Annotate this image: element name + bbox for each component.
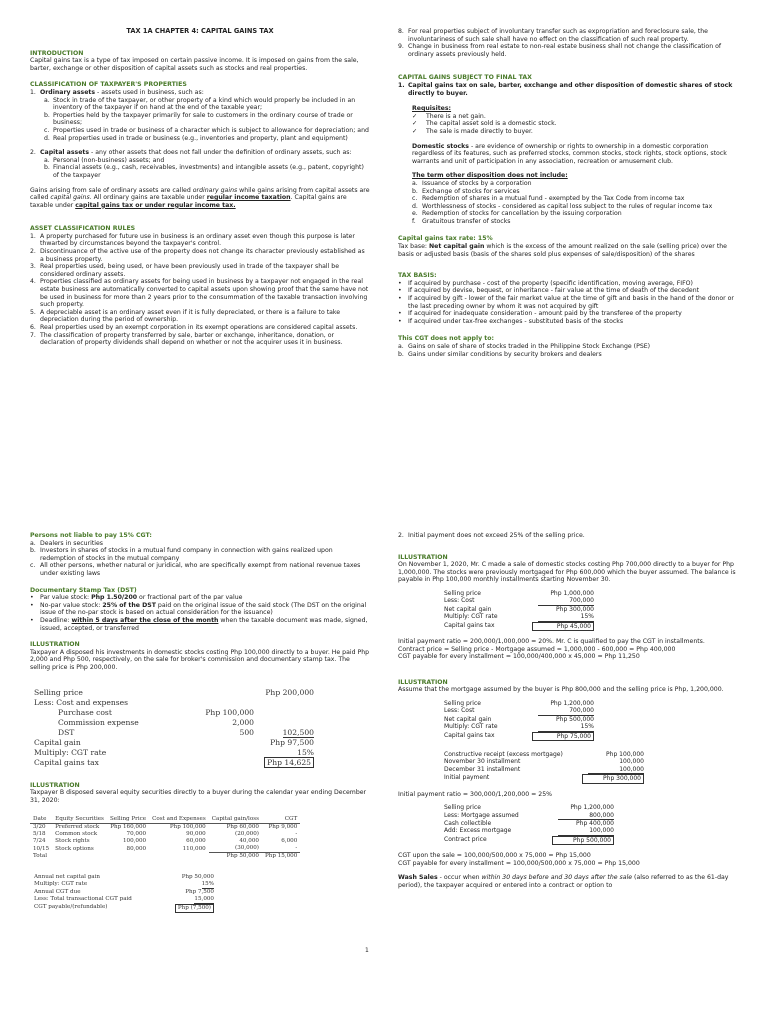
capital-assets-term: Capital assets: [40, 149, 90, 157]
bullet-icon: •: [30, 594, 34, 602]
illustration-heading: ILLUSTRATION: [30, 781, 80, 789]
introduction-text: Capital gains tax is a type of tax imposed on certain passive income. It is imposed on gains from the sale, barter, exchange or other disposition of capital assets such as stocks and real properties.: [30, 57, 359, 72]
ratio-text: Initial payment ratio = 200,000/1,000,000 = 20%. Mr. C is qualified to pay the CGT in installments.: [398, 638, 705, 645]
table-row: 10/15 Stock options 80,000 110,000 (30,000) -: [30, 845, 300, 853]
bullet-icon: •: [398, 310, 402, 318]
list-item: b. Gains under similar conditions by security brokers and dealers: [398, 350, 602, 358]
bullet-icon: •: [30, 601, 34, 609]
illustration-heading: ILLUSTRATION: [398, 678, 448, 686]
dst-heading: Documentary Stamp Tax (DST): [30, 586, 137, 594]
capital-assets-list: [30, 157, 370, 180]
cgt-payable-text: CGT payable for every installment = 100,000/400,000 x 45,000 = Php 11,250: [398, 653, 640, 661]
introduction-heading: INTRODUCTION: [30, 49, 84, 57]
list-item: d. Worthlessness of stocks - considered as capital loss subject to the rules of regular income tax: [412, 202, 713, 210]
final-tax-heading: CAPITAL GAINS SUBJECT TO FINAL TAX: [398, 74, 532, 82]
tax-basis-list: [398, 280, 738, 326]
list-item: 2. Discontinuance of the active use of the property does not change its character previously established as a business property.: [30, 248, 365, 263]
illustration-heading: ILLUSTRATION: [398, 553, 448, 561]
list-item: • If acquired by purchase - cost of the property (specific identification, moving average, FIFO): [398, 279, 693, 287]
classification-rules-continued: [398, 28, 738, 58]
requisite-item: ✓ The sale is made directly to buyer.: [412, 127, 533, 135]
list-item: • If acquired for inadequate consideration - amount paid by the transferee of the property: [398, 310, 682, 318]
page-bottom-right: [398, 532, 738, 1022]
list-item: 9. Change in business from real estate to non-real estate business shall not change the classification of ordinary assets previously held.: [398, 43, 722, 58]
list-item: d. Real properties used in trade or business (e.g., inventories and property, plant and equipment): [44, 134, 348, 142]
list-item: • If acquired by gift - lower of the fair market value at the time of gift and basis in the hand of the donor or the last preceding owner by whom it was not acquired by gift: [398, 295, 734, 310]
classification-heading: CLASSIFICATION OF TAXPAYER'S PROPERTIES: [30, 81, 187, 89]
list-item: 8. For real properties subject of involuntary transfer such as expropriation and foreclosure sale, the involuntariness of such sale shall have no effect on the classification of such real property.: [398, 28, 708, 43]
list-item: b. Exchange of stocks for services: [412, 187, 520, 195]
table-total-row: Total Php 50,000 Php 15,000: [33, 853, 298, 860]
contract-price-text: Contract price = Selling price - Mortgage assumed = 1,000,000 - 600,000 = Php 400,000: [398, 645, 676, 653]
page-bottom-left: [30, 532, 370, 1022]
list-item: • Par value stock: Php 1.50/200 or fractional part of the par value: [30, 594, 243, 602]
capital-assets-item: 2. Capital assets - any other assets that does not fall under the definition of ordinary assets, such as:: [30, 149, 352, 157]
bullet-icon: •: [30, 616, 34, 624]
list-item: c. All other persons, whether natural or juridical, who are specifically exempt from national revenue taxes under existing laws: [30, 562, 361, 577]
asset-rules-list: [30, 233, 370, 347]
list-item: c. Properties used in trade or business of a character which is subject to allowance for depreciation; and: [44, 126, 369, 134]
table-row: 3/20 Preferred stock Php 160,000 Php 100,000 Php 60,000 Php 9,000: [33, 824, 298, 831]
computation-a: Selling price Php 200,000 Less: Cost and expenses Purchase cost Php 100,000 Commission expense 2,000 DST 500 102,500 Capital gain Php 97,500 Multiply: CGT rate 15% Capital gains tax Php 14,625: [34, 687, 314, 767]
bullet-icon: •: [398, 279, 402, 287]
ordinary-assets-term: Ordinary assets: [40, 88, 96, 96]
ratio-text: Initial payment ratio = 300,000/1,200,000 = 25%: [398, 790, 553, 798]
list-item: 5. A depreciable asset is an ordinary asset even if it is fully depreciated, or there is a failure to take depreciation during the period of ownership.: [30, 308, 341, 324]
list-item: b. Properties held by the taxpayer primarily for sale to customers in the ordinary course of trade or business;: [44, 111, 353, 127]
list-item: 4. Properties classified as ordinary assets for being used in business by a taxpayer not engaged in the real estate business are automatically converted to capital assets upon showing proof that the same have not be used in business for more than 2 years prior to the consummation of the taxable transaction involving such property.: [30, 278, 369, 309]
cgt-installment-text: CGT payable for every installment = 100,000/500,000 x 75,000 = Php 15,000: [398, 859, 640, 867]
requisites-heading: Requisites:: [412, 105, 452, 113]
final-tax-item: 1. Capital gains tax on sale, barter, exchange and other disposition of domestic shares of stock directly to buyer.: [398, 81, 733, 97]
bullet-icon: •: [398, 295, 402, 303]
illustration-text: On November 1, 2020, Mr. C made a sale of domestic stocks costing Php 700,000 directly to a buyer for Php 1,000,000. The stocks were previously mortgaged for Php 600,000 which the buyer assumed. The balance is payable in Php 100,000 monthly installments starting November 30.: [398, 561, 736, 584]
list-item: f. Gratuitous transfer of stocks: [412, 217, 511, 225]
other-disposition-heading: The term other disposition does not include:: [412, 172, 568, 180]
ordinary-assets-item: 1. Ordinary assets - assets used in business, such as:: [30, 88, 204, 96]
list-item: e. Redemption of stocks for cancellation by the issuing corporation: [412, 210, 622, 218]
cgt-upon-sale-text: CGT upon the sale = 100,000/500,000 x 75,000 = Php 15,000: [398, 852, 591, 860]
list-item: • If acquired by devise, bequest, or inheritance - fair value at the time of death of the decedent: [398, 287, 700, 295]
check-icon: ✓: [412, 120, 418, 128]
list-item: a. Stock in trade of the taxpayer, or other property of a kind which would properly be included in an inventory of the taxpayer if on hand at the end of the taxable year;: [44, 96, 356, 112]
table-row: 5/18 Common stock 70,000 90,000 (20,000) -: [33, 831, 298, 838]
table-header-row: Date Equity Securities Selling Price Cost and Expenses Capital gain/loss CGT: [30, 816, 300, 824]
bullet-icon: •: [398, 317, 402, 325]
computation-c: Selling price Php 1,000,000 Less: Cost 700,000 Net capital gain Php 300,000 Multiply: CGT rate 15% Capital gains tax Php 45,000: [444, 589, 594, 630]
requisite-item: ✓ There is a net gain.: [412, 112, 486, 120]
list-item: a. Issuance of stocks by a corporation: [412, 179, 532, 187]
cgt-rate-heading: Capital gains tax rate: 15%: [398, 235, 493, 243]
contract-price-computation: Selling price Php 1,200,000 Less: Mortgage assumed 800,000 Cash collectible Php 400,000 Add: Excess mortgage 100,000 Contract price Php 500,000: [444, 804, 614, 844]
bullet-icon: •: [398, 287, 402, 295]
wash-sales-paragraph: Wash Sales - occur when within 30 days before and 30 days after the sale (also referred to as the 61-day period), the taxpayer acquired or entered into a contract or option to: [398, 874, 729, 890]
page-number: 1: [365, 947, 369, 954]
initial-payment-computation: Constructive receipt (excess mortgage) Php 100,000 November 30 installment 100,000 December 31 installment 100,000 Initial payment Php 300,000: [444, 751, 644, 783]
tax-basis-heading: TAX BASIS:: [398, 272, 437, 280]
page-top-right: [398, 28, 738, 498]
list-item: b. Investors in shares of stocks in a mutual fund company in connection with gains realized upon redemption of stocks in the mutual company: [30, 547, 333, 562]
computation-d: Selling price Php 1,200,000 Less: Cost 700,000 Net capital gain Php 500,000 Multiply: CGT rate 15% Capital gains tax Php 75,000: [444, 699, 594, 740]
requisite-item: ✓ The capital asset sold is a domestic stock.: [412, 120, 557, 128]
list-item: b. Financial assets (e.g., cash, receivables, investments) and intangible assets (e.g., patent, copyright) of the taxpayer: [44, 164, 364, 179]
securities-table: [30, 816, 300, 860]
gains-paragraph: Gains arising from sale of ordinary assets are called ordinary gains while gains arising from capital assets are called capital gains. All ordinary gains are taxable under regular income taxation. Capital gains are taxable under capital gains tax or under regular income tax.: [30, 186, 370, 209]
list-item: • If acquired under tax-free exchanges - substituted basis of the stocks: [398, 317, 624, 325]
check-icon: ✓: [412, 127, 418, 135]
list-item: a. Personal (non-business) assets; and: [44, 156, 165, 164]
illustration-text: Taxpayer B disposed several equity securities directly to a buyer during the calendar year ending December 31, 2020:: [30, 789, 367, 804]
list-item: 2. Initial payment does not exceed 25% of the selling price.: [398, 532, 585, 539]
tax-base-paragraph: Tax base: Net capital gain which is the excess of the amount realized on the sale (selling price) over the basis or adjusted basis (basis of the shares sold plus expenses of sale/disposition) of the shares: [398, 243, 727, 258]
list-item: c. Redemption of shares in a mutual fund - exempted by the Tax Code from income tax: [412, 195, 685, 203]
list-item: 1. A property purchased for future use in business is an ordinary asset even though this purpose is later thwarted by circumstances beyond the taxpayer's control.: [30, 232, 355, 248]
list-item: • Deadline: within 5 days after the close of the month when the taxable document was made, signed, issued, accepted, or transferred: [30, 616, 368, 632]
ordinary-assets-list: [30, 97, 370, 143]
list-item: 6. Real properties used by an exempt corporation in its exempt operations are considered capital assets.: [30, 324, 358, 331]
list-item: a. Dealers in securities: [30, 539, 104, 547]
illustration-text: Taxpayer A disposed his investments in domestic stocks costing Php 100,000 directly to a buyer. He paid Php 2,000 and Php 500, respectively, on the sale for broker's commission and documentary stamp tax. The selling price is Php 200,000.: [30, 648, 370, 671]
page-title: TAX 1A CHAPTER 4: CAPITAL GAINS TAX: [126, 28, 274, 35]
annual-cgt-summary: Annual net capital gain Php 50,000 Multiply: CGT rate 15% Annual CGT due Php 7,500 Less: Total transactional CGT paid 15,000 CGT payable/(refundable) Php (7,500): [34, 874, 214, 912]
list-item: 3. Real properties used, being used, or have been previously used in trade of the taxpayer shall be considered ordinary assets.: [30, 263, 340, 278]
check-icon: ✓: [412, 112, 418, 120]
not-liable-heading: Persons not liable to pay 15% CGT:: [30, 532, 152, 539]
list-item: • No-par value stock: 25% of the DST paid on the original issue of the said stock (The DST on the original issue of the no-par stock is based on actual consideration for the issuance): [30, 601, 367, 617]
page-top-left: [30, 28, 370, 498]
list-item: a. Gains on sale of share of stocks traded in the Philippine Stock Exchange (PSE): [398, 343, 651, 350]
asset-rules-heading: ASSET CLASSIFICATION RULES: [30, 225, 136, 233]
list-item: 7. The classification of property transferred by sale, barter or exchange, inheritance, donation, or declaration of property dividends shall depend on whether or not the acquirer uses it in business.: [30, 331, 343, 347]
illustration-heading: ILLUSTRATION: [30, 641, 80, 649]
illustration-text: Assume that the mortgage assumed by the buyer is Php 800,000 and the selling price is Php, 1,200,000.: [398, 686, 724, 694]
cgt-not-apply-heading: This CGT does not apply to:: [398, 335, 494, 343]
table-row: 7/24 Stock rights 100,000 60,000 40,000 6,000: [33, 838, 298, 845]
domestic-stocks-paragraph: Domestic stocks - are evidence of ownership or rights to ownership in a domestic corporation regardless of its features, such as preferred stocks, common stocks, stock rights, stock options, stock warrants and unit of participation in any association, recreation or amusement club.: [412, 142, 727, 165]
